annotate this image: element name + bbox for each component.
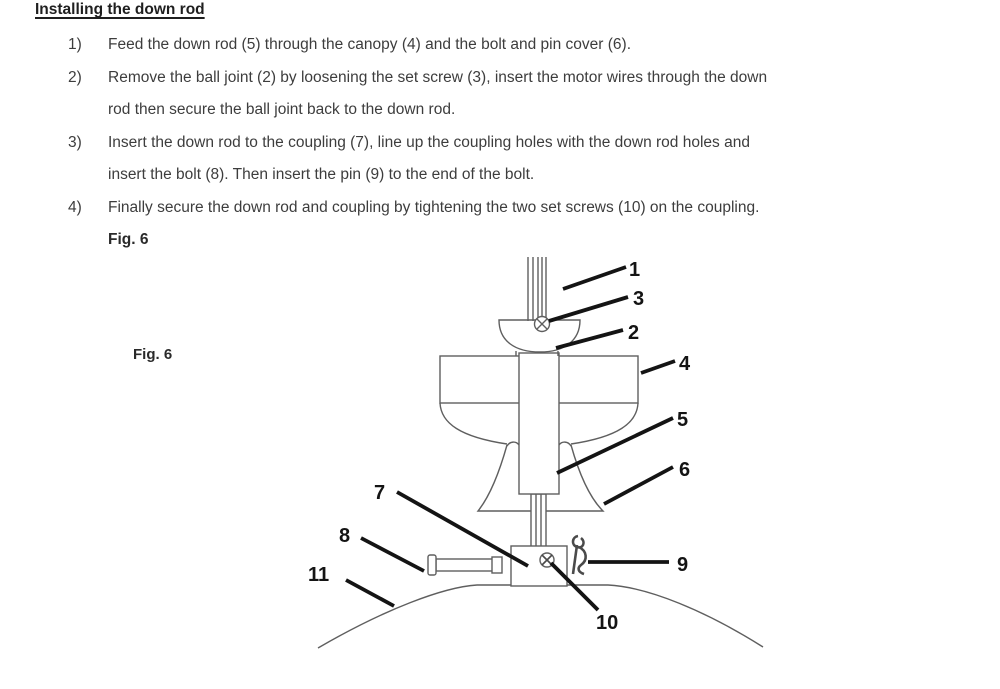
figure-caption: Fig. 6	[108, 231, 149, 248]
step-text: Finally secure the down rod and coupling by tightening the two set screws (10) on the coupling.	[108, 198, 760, 216]
step-text: Feed the down rod (5) through the canopy (4) and the bolt and pin cover (6).	[108, 36, 632, 53]
step-number: 4)	[68, 198, 82, 216]
leader-4	[641, 361, 675, 373]
leader-3	[549, 297, 628, 321]
lower-rod	[531, 494, 546, 547]
pin-clip-icon	[573, 536, 586, 574]
canopy-skirt-left	[440, 403, 507, 444]
callout-2: 2	[628, 322, 640, 344]
callout-4: 4	[679, 353, 691, 375]
page-title: Installing the down rod	[35, 1, 205, 18]
leader-7	[397, 492, 528, 566]
leader-8	[361, 538, 424, 571]
callout-3: 3	[633, 288, 645, 310]
leader-1	[563, 267, 626, 289]
step-text: Remove the ball joint (2) by loosening the set screw (3), insert the motor wires through the down	[108, 68, 768, 86]
step-number: 1)	[68, 36, 82, 53]
bolt-head	[428, 555, 436, 575]
callout-8: 8	[339, 525, 351, 547]
step-text: insert the bolt (8). Then insert the pin (9) to the end of the bolt.	[108, 166, 535, 183]
coupling-rect	[511, 546, 567, 586]
callout-10: 10	[596, 612, 619, 634]
callout-5: 5	[677, 409, 689, 431]
bolt-tip	[492, 557, 502, 573]
callout-6: 6	[679, 459, 691, 481]
leader-5	[557, 418, 673, 473]
down-rod	[519, 353, 559, 494]
leader-11	[346, 580, 394, 606]
motor-housing-arc	[318, 585, 763, 648]
callout-11: 11	[308, 564, 330, 586]
step-number: 3)	[68, 133, 82, 151]
bell-curl-left	[507, 442, 519, 446]
callout-7: 7	[374, 482, 386, 504]
callout-1: 1	[629, 259, 641, 281]
bell-curl-right	[559, 442, 571, 446]
step-text: Insert the down rod to the coupling (7), line up the coupling holes with the down rod holes and	[108, 133, 750, 151]
leader-6	[604, 467, 673, 504]
figure-caption-side: Fig. 6	[133, 346, 173, 363]
callout-9: 9	[677, 554, 689, 576]
bolt-shaft	[436, 559, 497, 571]
step-text: rod then secure the ball joint back to the down rod.	[108, 101, 456, 118]
step-number: 2)	[68, 68, 82, 86]
